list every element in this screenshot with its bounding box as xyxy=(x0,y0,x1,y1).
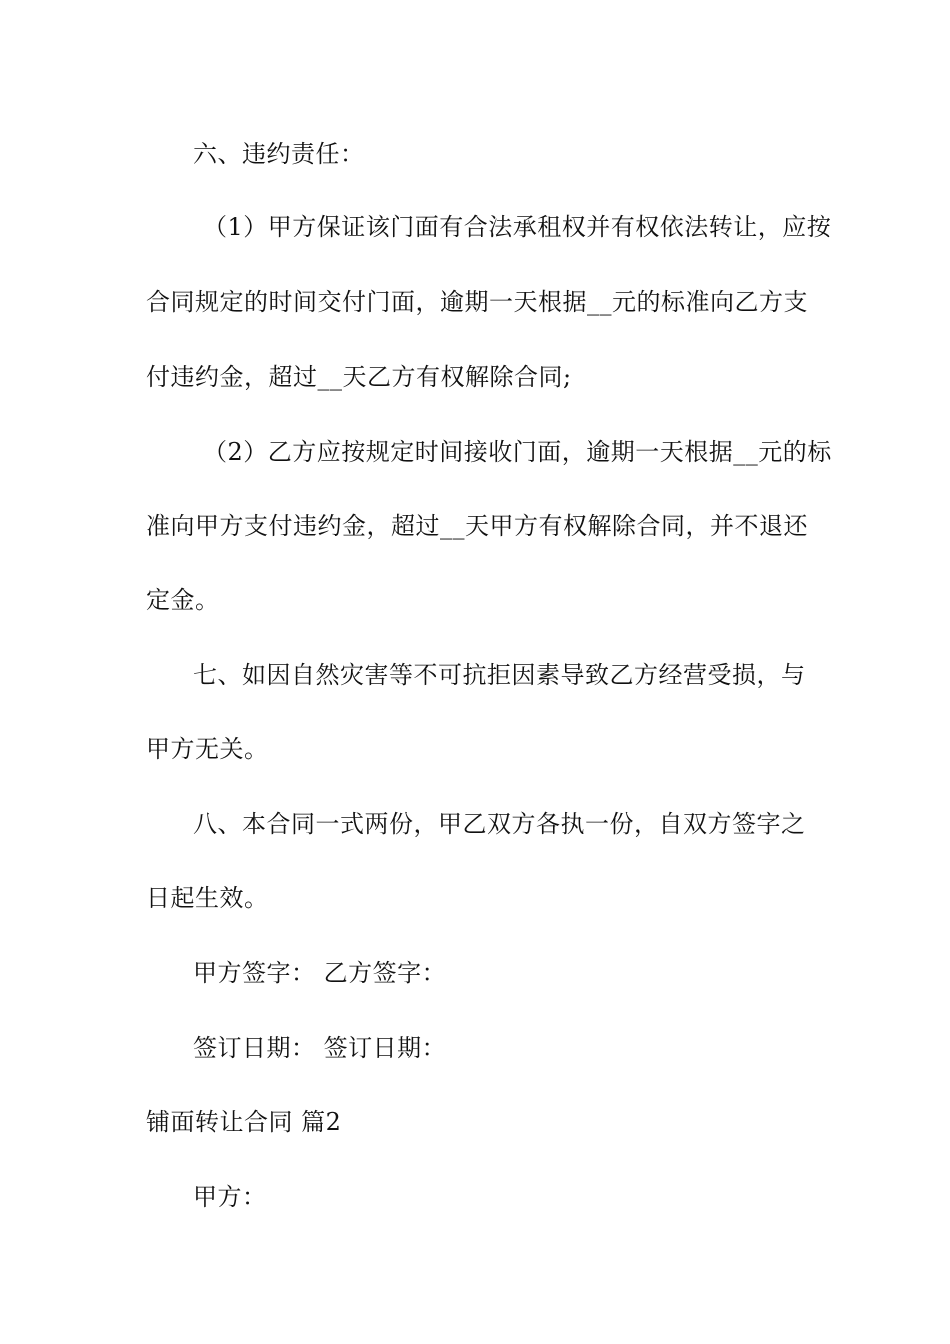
clause-1-line-2: 合同规定的时间交付门面，逾期一天根据__元的标准向乙方支 xyxy=(146,288,808,316)
signing-date-line: 签订日期： 签订日期： xyxy=(193,1034,447,1062)
clause-1-line-1: （1）甲方保证该门面有合法承租权并有权依法转让，应按 xyxy=(203,213,832,241)
section-8-line-2: 日起生效。 xyxy=(146,884,269,912)
section-8-line-1: 八、本合同一式两份，甲乙双方各执一份，自双方签字之 xyxy=(193,810,806,838)
clause-2-line-2: 准向甲方支付违约金，超过__天甲方有权解除合同，并不退还 xyxy=(146,512,808,540)
section-7-line-2: 甲方无关。 xyxy=(146,735,269,763)
section-heading-breach: 六、违约责任： xyxy=(193,140,365,168)
clause-2-line-1: （2）乙方应按规定时间接收门面，逾期一天根据__元的标 xyxy=(203,438,832,466)
signature-line: 甲方签字： 乙方签字： xyxy=(193,959,447,987)
section-7-line-1: 七、如因自然灾害等不可抗拒因素导致乙方经营受损，与 xyxy=(193,661,806,689)
document-title-part-2: 铺面转让合同 篇2 xyxy=(146,1108,342,1136)
clause-2-line-3: 定金。 xyxy=(146,586,220,614)
clause-1-line-3: 付违约金，超过__天乙方有权解除合同; xyxy=(146,363,572,391)
party-a-label: 甲方： xyxy=(193,1183,267,1211)
